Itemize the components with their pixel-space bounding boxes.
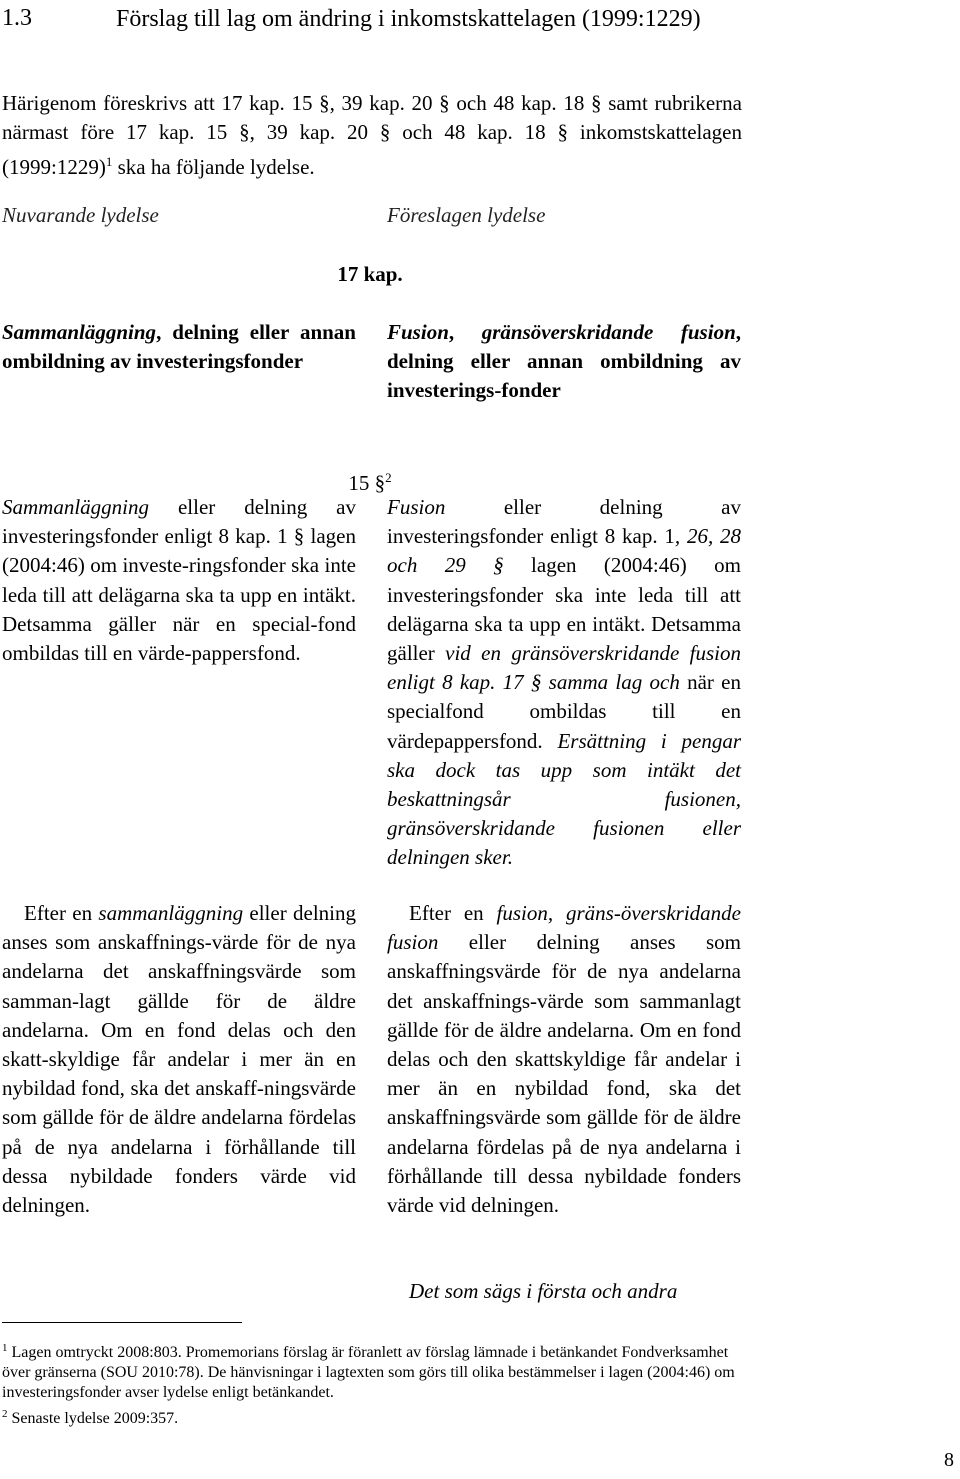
left-p1-text: eller delning av investeringsfonder enligt 8 kap. 1 § lagen (2004:46) om investe-ringsfonder ska inte leda till att delägarna ska ta upp en intäkt. Detsamma gäller när en special-fond ombildas till en värde-pappersfond. <box>2 495 356 666</box>
right-heading-text: , delning eller annan ombildning av investerings-fonder <box>387 320 741 403</box>
right-p1-italic-1: Fusion <box>387 495 446 519</box>
footnote-divider <box>2 1322 242 1323</box>
left-paragraph-2 <box>2 899 356 1220</box>
footnote-ref-1[interactable]: 1 <box>105 154 113 170</box>
intro-text-end: ska ha följande lydelse. <box>112 155 315 180</box>
right-paragraph-2 <box>387 899 741 1220</box>
section-number: 1.3 <box>2 5 32 31</box>
right-heading-italic-2: gränsöverskridande fusion <box>481 320 736 344</box>
right-p2-italic: fusion, gräns-överskridande fusion <box>387 901 741 955</box>
section-title: Förslag till lag om ändring i inkomstskattelagen (1999:1229) <box>116 6 701 32</box>
left-p1-italic: Sammanläggning <box>2 495 149 519</box>
right-section-heading <box>387 318 741 406</box>
right-p1-text-3: när en specialfond ombildas till en värdepappersfond. <box>387 670 741 753</box>
right-p1-text-2: lagen (2004:46) om investeringsfonder ska inte leda till att delägarna ska ta upp en intäkt. Detsamma gäller <box>387 553 741 666</box>
intro-text: Härigenom föreskrivs att 17 kap. 15 §, 39 kap. 20 § och 48 kap. 18 § samt rubrikerna närmast före 17 kap. 15 §, 39 kap. 20 § och 48 kap. 18 § inkomstskattelagen (1999:1229) <box>2 91 742 180</box>
right-paragraph-1 <box>387 493 741 873</box>
right-p2-text-2: eller delning anses som anskaffningsvärde för de nya andelarna det anskaffnings-värde som sammanlagt gällde för de äldre andelarna. Om en fond delas och den skattskyldige får andelar i mer än en nybildad fond, ska det anskaffningsvärde som gällde för de äldre andelarna fördelas på de nya andelarna i förhållande till dessa nybildade fonders värde vid delningen. <box>387 930 741 1218</box>
current-wording-header: Nuvarande lydelse <box>2 203 159 227</box>
left-p2-italic: sammanläggning <box>98 901 244 925</box>
footnote-2-marker: 2 <box>2 1407 8 1420</box>
left-section-heading <box>2 318 356 376</box>
footnote-2-text: Senaste lydelse 2009:357. <box>11 1409 179 1427</box>
footnote-2 <box>2 1404 742 1429</box>
footnote-1-marker: 1 <box>2 1342 8 1354</box>
proposed-wording-header: Föreslagen lydelse <box>387 203 546 227</box>
right-p1-italic-2: , 26, 28 och 29 § <box>387 524 742 578</box>
right-paragraph-3 <box>387 1277 741 1306</box>
right-p1-italic-4: Ersättning i pengar ska dock tas upp som intäkt det beskattningsår fusionen, gränsöverskridande fusionen eller delningen sker. <box>387 728 741 870</box>
chapter-heading: 17 kap. <box>337 262 403 286</box>
left-paragraph-1 <box>2 493 356 668</box>
left-heading-text: , delning eller annan ombildning av investeringsfonder <box>2 320 356 374</box>
right-p1-italic-3: vid en gränsöverskridande fusion enligt 8 kap. 17 § samma lag och <box>387 641 741 695</box>
paragraph-number-text: 15 § <box>348 471 386 495</box>
right-p2-text-1: Efter en <box>409 901 497 925</box>
right-heading-sep: , <box>448 320 482 344</box>
footnote-1 <box>2 1338 742 1404</box>
footnotes <box>2 1338 742 1429</box>
right-p1-text-1: eller delning av investeringsfonder enligt 8 kap. 1 <box>387 495 741 549</box>
right-heading-italic-1: Fusion <box>387 320 449 344</box>
left-p2-text-2: eller delning anses som anskaffnings-värde för de nya andelarna det anskaffningsvärde som samman-lagt gällde för de äldre andelarna. Om en fond delas och den skatt-skyldige får andelar i mer än en nybildad fond, ska det anskaff-ningsvärde som gällde för de äldre andelarna fördelas på de nya andelarna i förhållande till dessa nybildade fonders värde vid delningen. <box>2 901 356 1218</box>
right-p3-italic: Det som sägs i första och andra <box>409 1279 678 1303</box>
left-p2-text-1: Efter en <box>24 901 99 925</box>
footnote-ref-2[interactable]: 2 <box>385 470 392 485</box>
intro-paragraph <box>2 89 742 183</box>
page-number: 8 <box>944 1449 954 1471</box>
left-heading-italic: Sammanläggning <box>2 320 157 344</box>
footnote-1-text: Lagen omtryckt 2008:803. Promemorians förslag är föranlett av förslag lämnade i betänkandet Fondverksamhet över gränserna (SOU 2010:78). De hänvisningar i lagtexten som görs till olika bestämmelser i lagen (2004:46) om investeringsfonder avser lydelse enligt betänkandet. <box>2 1344 735 1402</box>
